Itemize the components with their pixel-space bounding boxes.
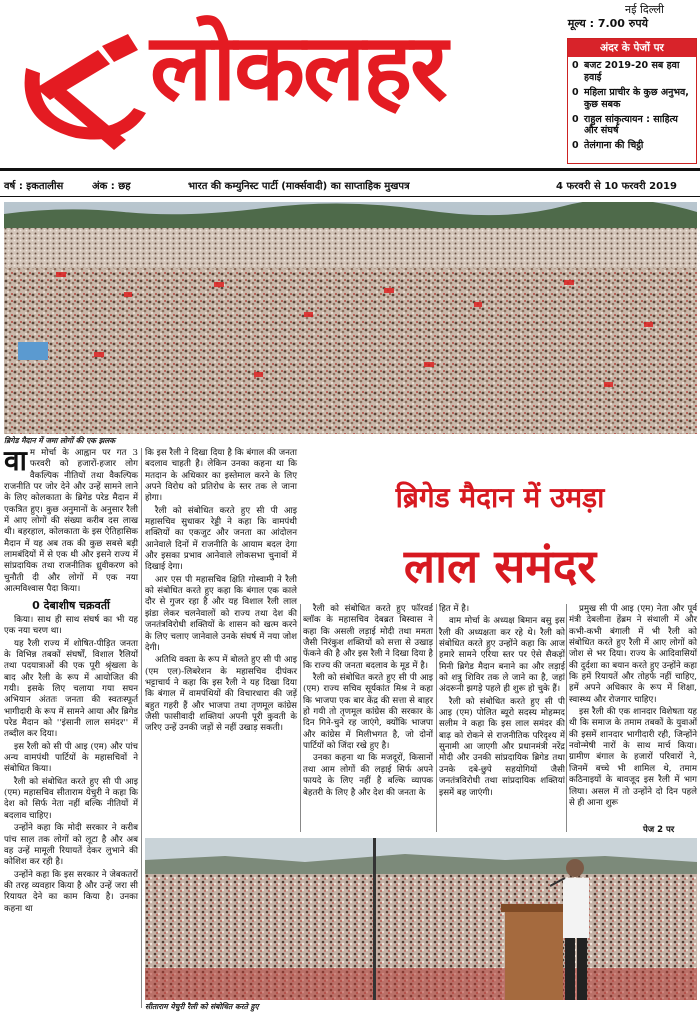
continued-label[interactable]: पेज 2 पर [643,825,675,835]
article-column-5 [569,604,697,810]
masthead [0,0,700,166]
paragraph: उन्होंने कहा कि मोदी सरकार ने करीब पांच साल तक लोगों को लूटा है और अब वह उन्हें मामूली रियायतें देकर लुभाने की कोशिश कर रही है। [4,823,138,868]
issue-number: अंक : छह [92,181,131,192]
top-photo-caption: ब्रिगेड मैदान में जमा लोगों की एक झलक [4,436,116,445]
bottom-photo-caption: सीताराम येचुरी रैली को संबोधित करते हुए [145,1002,259,1011]
inside-item[interactable]: 0 महिला प्राचीर के कुछ अनुभव, कुछ सबक [572,86,689,110]
paragraph: उन्होंने कहा कि इस सरकार ने जेबकतरों की तरह व्यवहार किया है और उन्हें जरा सी रियायत देने का काम किया है। उनका कहना था [4,869,138,914]
paragraph: इस रैली की एक शानदार विशेषता यह थी कि समाज के तमाम तबकों के युवाओं की इसमें शानदार भागीदारी रही, जिन्होंने नवोन्मेषी नारों के साथ मार्च किया। ग्रामीण बंगाल के हजारों परिवारों ने, जिनमें बच्चे भी शामिल थे, तमाम कठिनाइयों के बावजूद इस रैली में भाग लिया। असल में तो उन्होंने दो दिन पहले से ही आना शुरू [569,707,697,808]
inside-item[interactable]: 0 राहुल सांकृत्यायन : साहित्य और संघर्ष [572,113,678,137]
masthead-divider [0,168,700,171]
article-column-1 [4,444,138,916]
headline-line-2: लाल समंदर [403,539,597,593]
paragraph: रैली को संबोधित करते हुए फॉरवर्ड ब्लॉक के महासचिव देबब्रत बिस्वास ने कहा कि असली लड़ाई मोदी तथा ममता जैसी निरंकुश शक्तियों को सत्ता से उखाड़ फेंकने की है और इस रैली ने दिखा दिया है कि राज्य की जनता बदलाव के मूड में है। [303,604,433,671]
paragraph: रैली को संबोधित करते हुए सी पी आइ (एम) पोलित ब्यूरो सदस्य मोहम्मद सलीम ने कहा कि इस लाल समंदर की बाढ़ को रोकने से राजनीतिक परिदृश्य में सुनामी आ जाएगी और प्रधानमंत्री नरेंद्र मोदी और उनकी सांप्रदायिक ब्रिगेड तथा उनके दबे-छुपे सहयोगियों जैसी जनतंत्रविरोधी तथा सांप्रदायिक शक्तियां इसमें बह जाएंगी। [439,696,565,798]
headline-line-1: ब्रिगेड मैदान में उमड़ा [395,481,605,514]
speaker-photo [145,838,697,1000]
issue-divider [0,196,700,197]
volume-label: वर्ष : इकतालीस [4,181,64,192]
tagline: भारत की कम्युनिस्ट पार्टी (मार्क्सवादी) का साप्ताहिक मुखपत्र [188,181,410,192]
article-column-4 [439,604,565,800]
paragraph: यह रैली राज्य में शोषित-पीड़ित जनता के विभिन्न तबकों संघर्षों, विशाल रैलियों तथा पदयात्राओं की एक पूरी श्रृंखला के बाद और रैली के रूप में आयोजित की गयी। इसके लिए चलाया गया सघन अभियान अंततः जनता की स्वतःस्फूर्त भागीदारी के रूप में सामने आया और ब्रिगेड परेड मैदान को ''इंसानी लाल समंदर'' में तब्दील कर दिया। [4,638,138,740]
newspaper-title: लोकलहर [150,14,446,121]
price-label: मूल्य : 7.00 रुपये [567,17,648,30]
article-column-2 [145,448,297,736]
paragraph: आर एस पी महासचिव क्षिति गोस्वामी ने रैली को संबोधित करते हुए कहा कि बंगाल एक काले दौर से गुजर रहा है और यह विशाल रैली लाल झंडा लेकर चलनेवालों को राज्य तथा देश की जनतंत्रविरोधी शक्तियों के शासन को खत्म करने के लिए चलाए जानेवाले उनके संघर्ष में नया जोश देगी। [145,574,297,653]
inside-item[interactable]: 0 बजट 2019-20 सब हवा हवाई [572,60,680,83]
column-divider [300,604,301,832]
paragraph: रैली को संबोधित करते हुए सी पी आइ (एम) राज्य सचिव सूर्यकांत मिश्र ने कहा कि भाजपा एक बार केंद्र की सत्ता से बाहर हो गयी तो तृणमूल कांग्रेस की सरकार के दिन गिने-चुने रह जाएंगे, क्योंकि भाजपा और कांग्रेस में मिलीभगत है, जो दोनों पार्टियों को जिंदा रखे हुए है। [303,673,433,752]
inside-pages-list [568,57,696,158]
paragraph: रैली को संबोधित करते हुए सी पी आइ (एम) महासचिव सीताराम येचुरी ने कहा कि देश को सिर्फ नेता नहीं बल्कि नीतियों में बदलाव चाहिए। [4,776,138,821]
drop-cap: वा [4,444,27,477]
paragraph: कि इस रैली ने दिखा दिया है कि बंगाल की जनता बदलाव चाहती है। लेकिन उनका कहना था कि मतदान के अधिकार का इस्तेमाल करने के लिए अपने विरोध को प्रतिरोध के स्तर तक ले जाना होगा। [145,448,297,504]
article-intro: वाम मोर्चा के आह्वान पर गत 3 फरवरी को हजारों-हजार लोग वैकल्पिक नीतियों तथा वैकल्पिक राजनीति पर जोर देने और उन्हें सामने लाने के लिए कोलकाता के ब्रिगेड परेड मैदान में एकत्रित हुए। कुछ अनुमानों के अनुसार रैली में आए लोगों की संख्या करीब दस लाख थी। बहरहाल, कोलकाता के इस ऐतिहासिक मैदान में यह अब तक की कुछ सबसे बड़ी लामबंदियों में से एक थी और इसने राज्य में सांप्रदायिक तथा राजनीतिक ध्रुवीकरण को चुनौती दी और लोगों में एक नया आत्मविश्वास पैदा किया। [4,444,138,595]
paragraph: किया। साथ ही साथ संघर्ष का भी यह एक नया चरण था। [4,614,138,637]
paragraph: हित में है। [439,604,470,614]
hammer-sickle-logo [6,28,156,153]
rally-crowd-photo [4,202,697,434]
city-label: नई दिल्ली [625,3,664,16]
byline: 0 देबाशीष चक्रवर्ती [32,599,110,613]
paragraph: अतिथि वक्ता के रूप में बोलते हुए सी पी आइ (एम एल)-लिबरेशन के महासचिव दीपंकर भट्टाचार्य ने कहा कि इस रैली ने यह दिखा दिया कि बंगाल में वामपंथियों की विचारधारा की जड़ें बहुत गहरी हैं और भाजपा तथा तृणमूल कांग्रेस जैसी फासीवादी शक्तियां अपनी पूरी कुवती के जरिए उन्हें उनकी जड़ों से नहीं उखाड़ सकती। [145,655,297,734]
column-divider [141,448,142,1008]
paragraph: उनका कहना था कि मजदूरों, किसानों तथा आम लोगों की लड़ाई सिर्फ अपने फायदे के लिए नहीं है बल्कि व्यापक बेहतरी के लिए है और देश की जनता के [303,753,433,798]
paragraph: रैली को संबोधित करते हुए सी पी आइ महासचिव सुधाकर रेड्डी ने कहा कि वामपंथी शक्तियों का एकजुट और जनता का आंदोलन आनेवाले दिनों में राजनीति के आयाम बदल देगा और इसका प्रभाव आनेवाले लोकसभा चुनावों में दिखाई देगा। [145,505,297,573]
issue-date: 4 फरवरी से 10 फरवरी 2019 [556,181,677,192]
inside-pages-box [567,38,697,164]
inside-pages-heading: अंदर के पेजों पर [568,39,696,57]
paragraph: वाम मोर्चा के अध्यक्ष बिमान बसु इस रैली की अध्यक्षता कर रहे थे। रैली को संबोधित करते हुए उन्होंने कहा कि आज हमारे सामने एरिया स्तर पर ऐसे सैकड़ों मिनी ब्रिगेड मैदान बनाने का और लड़ाई को शत्रु शिविर तक ले जाने का है, जहां अंदरूनी झगड़े पहले ही शुरू हो चुके हैं। [439,616,565,695]
paragraph: प्रमुख सी पी आइ (एम) नेता और पूर्व मंत्री देबलीना हेंब्रम ने संथाली में और कभी-कभी बंगाली में भी रैली को संबोधित करते हुए रैली में आए लोगों को जोश से भर दिया। राज्य के आदिवासियों की दुर्दशा का बयान करते हुए उन्होंने कहा कि हमें रियायतें और तोहफे नहीं चाहिए, हमें अपने अधिकार के रूप में शिक्षा, स्वास्थ्य और रोजगार चाहिए। [569,604,697,705]
paragraph: इस रैली को सी पी आइ (एम) और पांच अन्य वामपंथी पार्टियों के महासचिवों ने संबोधित किया। [4,741,138,775]
article-column-3 [303,604,433,800]
column-divider [436,604,437,832]
inside-item[interactable]: 0 तेलंगाना की चिट्ठी [572,140,644,152]
issue-bar [0,173,700,195]
column-divider [566,604,567,832]
